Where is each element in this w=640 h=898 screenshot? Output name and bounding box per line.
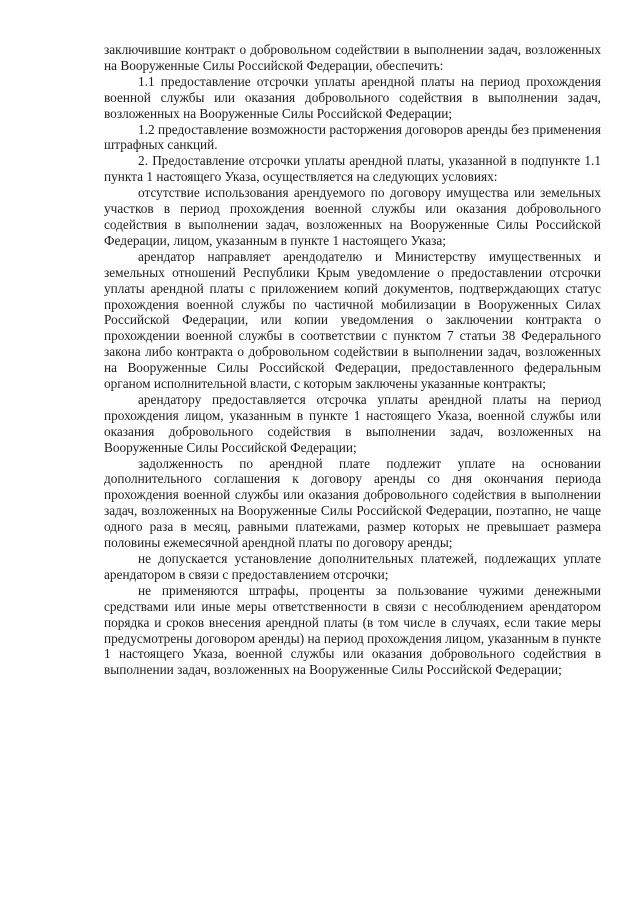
- paragraph-1-1: 1.1 предоставление отсрочки уплаты арендной платы на период прохождения военной службы или оказания добровольного содействия в выполнении задач, возложенных на Вооруженные Силы Российской Федерации;: [104, 73, 601, 121]
- paragraph-2: 2. Предоставление отсрочки уплаты арендной платы, указанной в подпункте 1.1 пункта 1 настоящего Указа, осуществляется на следующих условиях:: [104, 153, 601, 185]
- condition-no-penalties: не применяются штрафы, проценты за пользование чужими денежными средствами или иные меры ответственности в связи с несоблюдением арендатором порядка и сроков внесения арендной платы (в том числе в случаях, если такие меры предусмотрены договором аренды) на период прохождения лицом, указанным в пункте 1 настоящего Указа, военной службы или оказания добровольного содействия в выполнении задач, возложенных на Вооруженные Силы Российской Федерации;: [104, 582, 601, 678]
- condition-no-use: отсутствие использования арендуемого по договору имущества или земельных участков в период прохождения военной службы или оказания добровольного содействия в выполнении задач, возложенных на Вооруженные Силы Российской Федерации, лицом, указанным в пункте 1 настоящего Указа;: [104, 185, 601, 248]
- paragraph-1-2: 1.2 предоставление возможности расторжения договоров аренды без применения штрафных санкций.: [104, 121, 601, 153]
- paragraph-intro: заключившие контракт о добровольном содействии в выполнении задач, возложенных на Вооруженные Силы Российской Федерации, обеспечить:: [104, 42, 601, 73]
- condition-no-extra-payments: не допускается установление дополнительных платежей, подлежащих уплате арендатором в связи с предоставлением отсрочки;: [104, 551, 601, 582]
- condition-deferral: арендатору предоставляется отсрочка уплаты арендной платы на период прохождения лицом, указанным в пункте 1 настоящего Указа, военной службы или оказания добровольного содействия в выполнении задач, возложенных на Вооруженные Силы Российской Федерации;: [104, 391, 601, 455]
- document-page: [104, 42, 601, 678]
- condition-debt-repayment: задолженность по арендной плате подлежит уплате на основании дополнительного соглашения к договору аренды со дня окончания периода прохождения военной службы или оказания добровольного содействия в выполнении задач, возложенных на Вооруженные Силы Российской Федерации, поэтапно, не чаще одного раза в месяц, равными платежами, размер которых не превышает размера половины ежемесячной арендной платы по договору аренды;: [104, 455, 601, 551]
- condition-notification: арендатор направляет арендодателю и Министерству имущественных и земельных отношений Республики Крым уведомление о предоставлении отсрочки уплаты арендной платы с приложением копий документов, подтверждающих статус прохождения военной службы по частичной мобилизации в Вооруженных Силах Российской Федерации, или копии уведомления о заключении контракта о прохождении военной службы в соответствии с пунктом 7 статьи 38 Федерального закона либо контракта о добровольном содействии в выполнении задач, возложенных на Вооруженные Силы Российской Федерации, предоставленного федеральным органом исполнительной власти, с которым заключены указанные контракты;: [104, 248, 601, 392]
